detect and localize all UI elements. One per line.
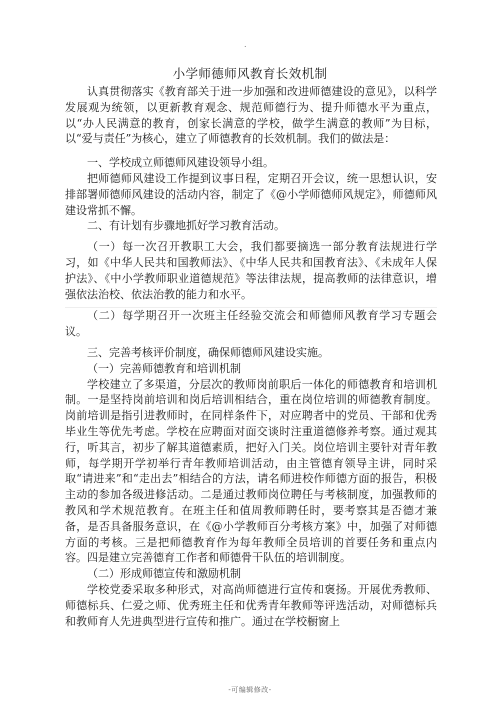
subheading-training: （一）完善师德教育和培训机制 (87, 361, 241, 375)
document-body (65, 84, 437, 629)
paragraph-study-2: （二）每学期召开一次班主任经验交流会和师德师风教育学习专题会议。 (65, 309, 437, 339)
document-title: 小学师德师风教育长效机制 (172, 66, 328, 81)
paragraph-leadership: 把师德师风建设工作提到议事日程，定期召开会议，统一思想认识，安排部署师德师风建设的活动内容，制定了《@小学师德师风规定》，师德师风建设常抓不懈。 (65, 171, 437, 217)
paragraph-study-1: （一）每一次召开教职工大会，我们都要摘选一部分教育法规进行学习，如《中华人民共和国教师法》、《中华人民共和国教育法》、《未成年人保护法》、《中小学教师职业道德规范》等法律法规，提高教师的法律意识，增强依法治校、依法治教的能力和水平。 (65, 240, 437, 301)
page-footer: -可编辑修改- (228, 686, 272, 694)
section-heading-1: 一、学校成立师德师风建设领导小组。 (87, 156, 274, 170)
paragraph-training: 学校建立了多渠道，分层次的教师岗前职后一体化的师德教育和培训机制。一是坚持岗前培训和岗后培训相结合，重在岗位培训的师德教育制度。岗前培训是指引进教师时，在同样条件下，对应聘者中的党员、干部和优秀毕业生等优先考虑。学校在应聘面对面交谈时注重道德修养考察。通过观其行，听其言，初步了解其道德素质，把好入门关。岗位培训主要针对青年教师，每学期开学初举行青年教师培训活动，由主管德育领导主讲，同时采取“请进来”和“走出去”相结合的方法，请名师进校作师德方面的报告，积极主动的参加各级进修活动。二是通过教师岗位聘任与考核制度，加强教师的教风和学术规范教育。在班主任和值周教师聘任时，要考察其是否德才兼备，是否具备服务意识，在《@小学教师百分考核方案》中，加强了对师德方面的考核。三是把师德教育作为每年教师全员培训的首要任务和重点内容。四是建立完善德育工作者和师德骨干队伍的培训制度。 (65, 377, 437, 565)
header-dot: . (244, 40, 247, 49)
section-heading-2: 二、有计划有步骤地抓好学习教育活动。 (87, 219, 285, 233)
subheading-promotion: （二）形成师德宣传和激励机制 (87, 567, 241, 581)
paragraph-promotion: 学校党委采取多种形式，对高尚师德进行宣传和褒扬。开展优秀教师、师德标兵、仁爱之师、优秀班主任和优秀青年教师等评选活动，对师德标兵和教师育人先进典型进行宣传和推广。通过在学校橱窗上 (65, 582, 437, 628)
section-heading-3: 三、完善考核评价制度，确保师德师风建设实施。 (87, 345, 329, 359)
intro-paragraph: 认真贯彻落实《教育部关于进一步加强和改进师德建设的意见》，以科学发展观为统领，以更新教育观念、规范师德行为、提升师德水平为重点，以“办人民满意的教育，创家长满意的学校，做学生满意的教师”为目标，以“爱与责任”为核心，建立了师德教育的长效机制。我们的做法是： (65, 85, 437, 146)
